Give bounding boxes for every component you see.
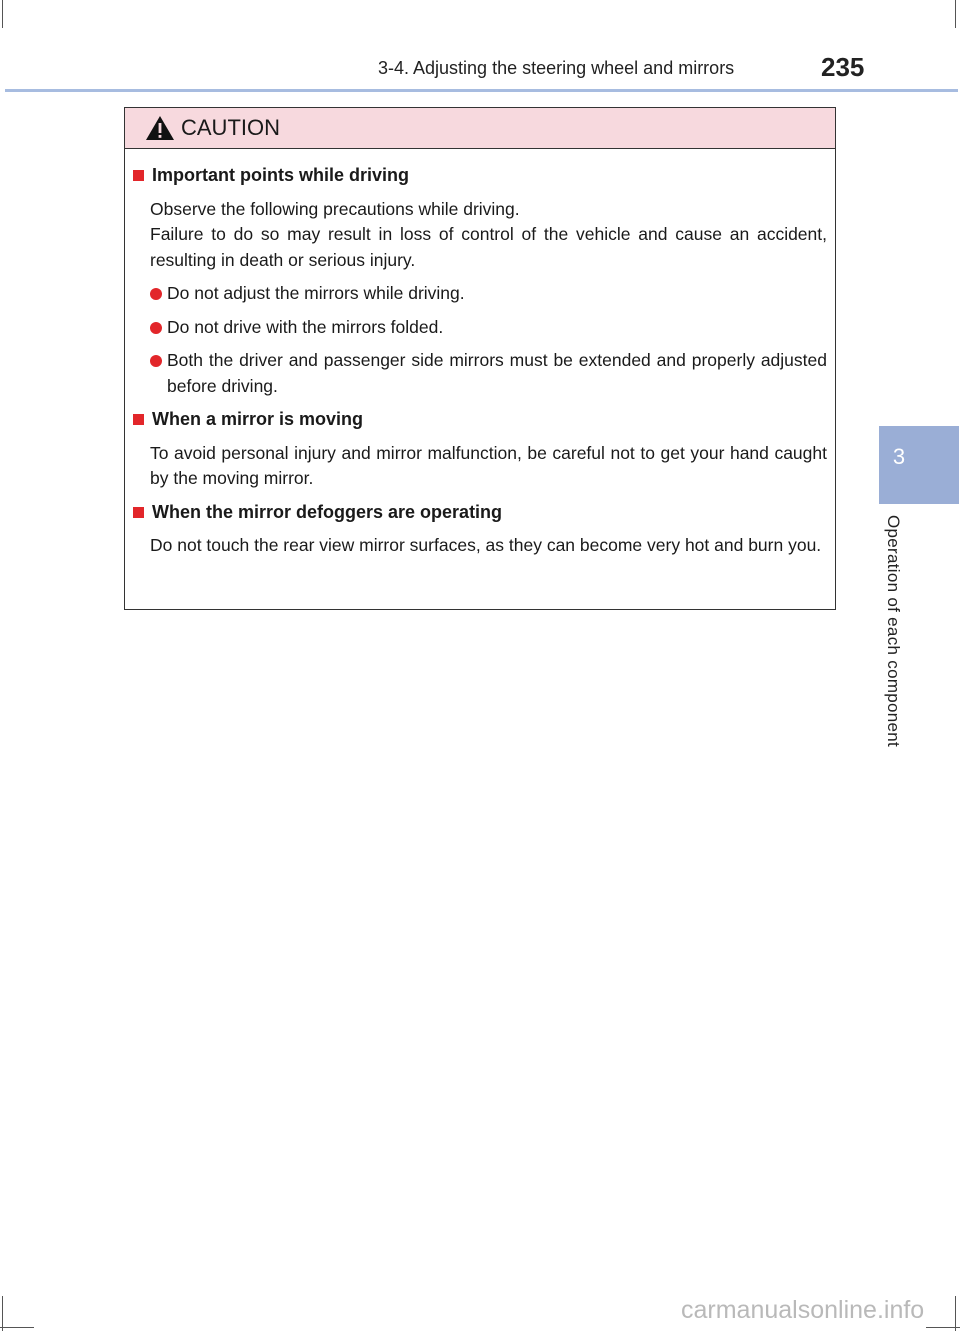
crop-mark — [955, 0, 956, 28]
crop-mark — [926, 1327, 960, 1328]
caution-content — [125, 149, 835, 559]
list-item — [150, 315, 827, 341]
square-bullet-icon — [133, 507, 144, 518]
header-divider — [5, 89, 958, 92]
crop-mark — [2, 1296, 3, 1331]
paragraph — [150, 197, 827, 274]
paragraph-line: Failure to do so may result in loss of control of the vehicle and cause an accident, resulting in death or serious injury. — [150, 224, 827, 270]
list-item-text: Do not drive with the mirrors folded. — [167, 316, 444, 337]
crop-mark — [2, 0, 3, 28]
chapter-number: 3 — [892, 444, 906, 469]
paragraph-line: Observe the following precautions while driving. — [150, 198, 520, 219]
section-title: 3-4. Adjusting the steering wheel and mirrors — [378, 58, 735, 78]
section-heading-text: When a mirror is moving — [152, 409, 364, 429]
square-bullet-icon — [133, 414, 144, 425]
section-heading — [131, 407, 827, 433]
section-heading-text: When the mirror defoggers are operating — [152, 501, 503, 522]
paragraph: To avoid personal injury and mirror malfunction, be careful not to get your hand caught by the moving mirror. — [150, 442, 827, 488]
section-heading — [131, 163, 827, 189]
section-heading — [131, 500, 827, 526]
caution-box — [124, 107, 836, 610]
list-item — [150, 348, 827, 399]
square-bullet-icon — [133, 170, 144, 181]
list-item-text: Both the driver and passenger side mirrors must be extended and properly adjusted before driving. — [167, 350, 827, 396]
bullet-dot-icon — [150, 288, 162, 300]
warning-triangle-icon — [145, 115, 175, 141]
watermark: carmanualsonline.info — [681, 1296, 925, 1324]
chapter-label: Operation of each component — [884, 515, 903, 748]
list-item-text: Do not adjust the mirrors while driving. — [167, 283, 465, 303]
page-number: 235 — [821, 52, 865, 82]
caution-header — [125, 108, 835, 149]
bullet-dot-icon — [150, 322, 162, 334]
chapter-tab — [879, 426, 959, 504]
caution-title: CAUTION — [181, 115, 280, 140]
crop-mark — [955, 1296, 956, 1331]
section-heading-text: Important points while driving — [152, 165, 410, 185]
bullet-dot-icon — [150, 355, 162, 367]
list-item — [150, 281, 827, 307]
paragraph: Do not touch the rear view mirror surfaces, as they can become very hot and burn you. — [150, 535, 822, 555]
crop-mark — [0, 1327, 34, 1328]
